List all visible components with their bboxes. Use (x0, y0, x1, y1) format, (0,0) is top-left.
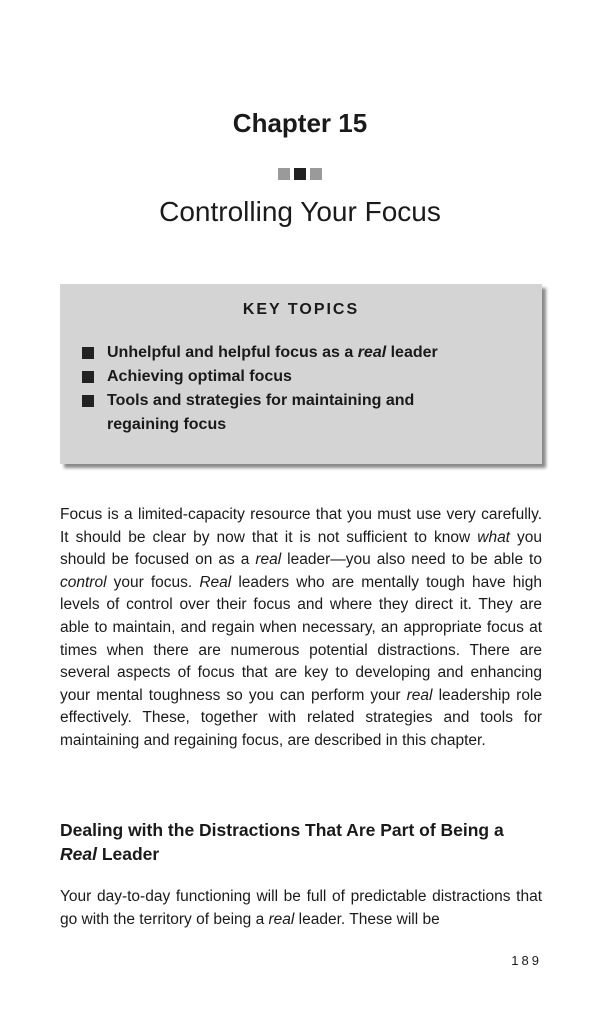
ornament-square (294, 168, 306, 180)
square-bullet-icon (82, 347, 94, 359)
text-run: Achieving optimal focus (107, 368, 292, 385)
text-run: Focus is a limited-capacity resource that you must use very carefully. It should be clear by now that it is not sufficient to know (60, 506, 542, 546)
text-run: Your day-to-day functioning will be full of predictable distractions that go with the territory of being a (60, 888, 542, 928)
key-topics-heading: KEY TOPICS (242, 301, 360, 318)
text-run: leadership role effectively. These, together with related strategies and tools for maintaining and regaining focus, are described in this chapter. (60, 686, 542, 749)
text-run: leader (386, 344, 438, 361)
key-topic-text (107, 344, 438, 361)
italic-text-run: real (255, 551, 282, 569)
text-run: your focus. (106, 573, 200, 591)
key-topic-item (80, 389, 487, 437)
key-topic-text (107, 368, 292, 385)
chapter-label: Chapter 15 (232, 108, 368, 138)
italic-text-run: Real (199, 573, 232, 591)
text-run: you should be focused on as a (60, 528, 542, 569)
section-heading (60, 818, 542, 866)
key-topic-text (107, 392, 414, 433)
page-number: 189 (511, 953, 542, 968)
italic-text-run: control (60, 573, 107, 591)
ornament-square (310, 168, 322, 180)
square-bullet-icon (82, 395, 94, 407)
text-run: Dealing with the Distractions That Are Part of Being a (60, 820, 504, 840)
square-bullet-icon (82, 371, 94, 383)
text-run: leader. These will be (294, 911, 440, 928)
key-topics-list (60, 341, 542, 437)
intro-paragraph (60, 504, 542, 753)
section-paragraph (60, 885, 542, 931)
ornament-square (278, 168, 290, 180)
italic-text-run: what (477, 528, 510, 546)
text-run: Tools and strategies for maintaining and regaining focus (107, 392, 415, 433)
key-topic-item (80, 365, 487, 389)
text-run: Leader (96, 844, 160, 864)
italic-text-run: real (357, 344, 387, 361)
key-topic-item (80, 341, 487, 365)
italic-text-run: real (268, 911, 295, 928)
chapter-title: Controlling Your Focus (159, 196, 441, 227)
italic-text-run: real (406, 686, 433, 704)
text-run: Unhelpful and helpful focus as a (107, 344, 358, 361)
key-topics-box (60, 284, 542, 464)
italic-text-run: Real (60, 844, 97, 864)
text-run: leader—you also need to be able to (281, 551, 542, 569)
text-run: leaders who are mentally tough have high levels of control over their focus and where they direct it. They are able to maintain, and regain when necessary, an appropriate focus at times when there are numerous potential distractions. There are several aspects of focus that are key to developing and enhancing your mental toughness so you can perform your (60, 573, 542, 704)
chapter-ornament (0, 168, 600, 180)
